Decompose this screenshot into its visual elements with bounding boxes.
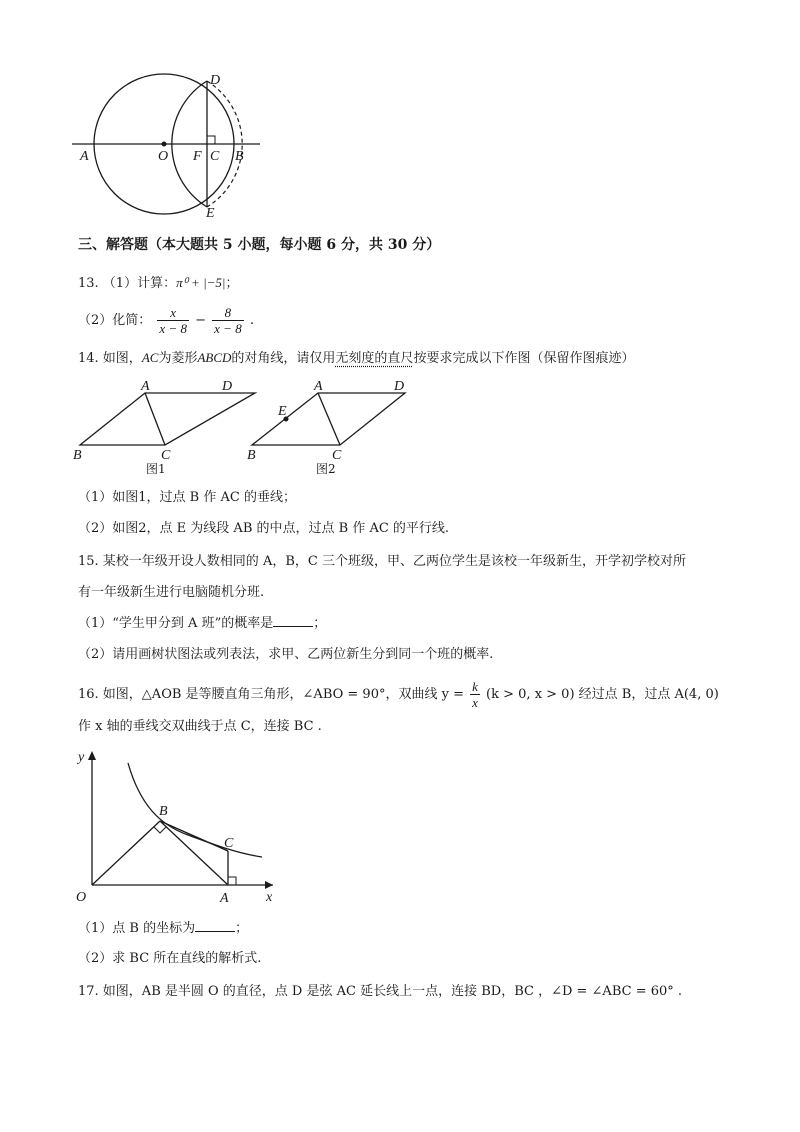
rhombus-figure-2 [240, 375, 440, 480]
q16-stem-line1: 16. 如图，△AOB 是等腰直角三角形，∠ABO = 90°，双曲线 y = $\frac{k}{x}$ (k > 0, x > 0) 经过点 B，过点 A(4, 0) [78, 679, 719, 710]
label-F: F [193, 149, 202, 164]
q13-part2: （2）化简： $\frac{x}{x - 8}$ − $\frac{8}{x - 8}$ . [78, 305, 254, 336]
hyperbola-figure [70, 745, 290, 910]
q17-stem: 17. 如图，AB 是半圆 O 的直径，点 D 是弦 AC 延长线上一点，连接 BD，BC ，∠D = ∠ABC = 60° . [78, 984, 683, 999]
fig2-label-A: A [314, 379, 323, 394]
section-heading: 三、解答题（本大题共 5 小题，每小题 6 分，共 30 分） [78, 237, 441, 253]
axis-label-x: x [266, 890, 273, 905]
axis-label-y: y [78, 750, 85, 765]
circle-figure [60, 65, 280, 225]
fraction-8-over-x-minus-8: $\frac{8}{x - 8}$ [214, 305, 242, 336]
fig1-label-D: D [222, 379, 233, 394]
q16-sub2: （2）求 BC 所在直线的解析式. [78, 951, 262, 966]
q14-sub1: （1）如图1，过点 B 作 AC 的垂线； [78, 490, 296, 505]
fraction-k-over-x: $\frac{k}{x}$ [472, 679, 478, 710]
q14-stem: 14. 如图，AC为菱形ABCD的对角线，请仅用无刻度的直尺按要求完成以下作图（保留作图痕迹） [78, 350, 635, 366]
point-label-A: A [220, 891, 229, 906]
fig1-label-B: B [73, 448, 82, 463]
label-A: A [80, 149, 89, 164]
answer-blank [273, 614, 313, 627]
point-label-C: C [224, 836, 234, 851]
q16-stem-line2: 作 x 轴的垂线交双曲线于点 C，连接 BC . [78, 719, 322, 734]
q14-sub2: （2）如图2，点 E 为线段 AB 的中点，过点 B 作 AC 的平行线. [78, 521, 450, 536]
fig2-label-D: D [394, 379, 405, 394]
fraction-x-over-x-minus-8: $\frac{x}{x - 8}$ [159, 305, 187, 336]
fig2-label-E: E [278, 404, 287, 419]
answer-blank [195, 919, 235, 932]
point-label-B: B [159, 804, 168, 819]
fig2-label-C: C [332, 448, 342, 463]
label-O: O [158, 149, 169, 164]
label-B: B [235, 149, 244, 164]
label-E: E [206, 206, 215, 221]
q15-sub1: （1）“学生甲分到 A 班”的概率是 ； [78, 616, 327, 631]
q16-sub1: （1）点 B 的坐标为 ； [78, 921, 249, 936]
fig2-label-B: B [247, 448, 256, 463]
q13-part1: 13. （1）计算：π⁰ + |−5|； [78, 275, 239, 291]
fig1-label-C: C [161, 448, 171, 463]
fig1-label-A: A [141, 379, 150, 394]
point-label-O: O [76, 890, 87, 905]
label-D: D [210, 73, 221, 88]
fig2-caption: 图2 [316, 462, 336, 476]
q15-line2: 有一年级新生进行电脑随机分班. [78, 585, 265, 600]
q15-line1: 15. 某校一年级开设人数相同的 A，B，C 三个班级，甲、乙两位学生是该校一年级新生，开学初学校对所 [78, 554, 686, 569]
label-C: C [210, 149, 220, 164]
fig1-caption: 图1 [146, 462, 166, 476]
q15-sub2: （2）请用画树状图法或列表法，求甲、乙两位新生分到同一个班的概率. [78, 647, 494, 662]
